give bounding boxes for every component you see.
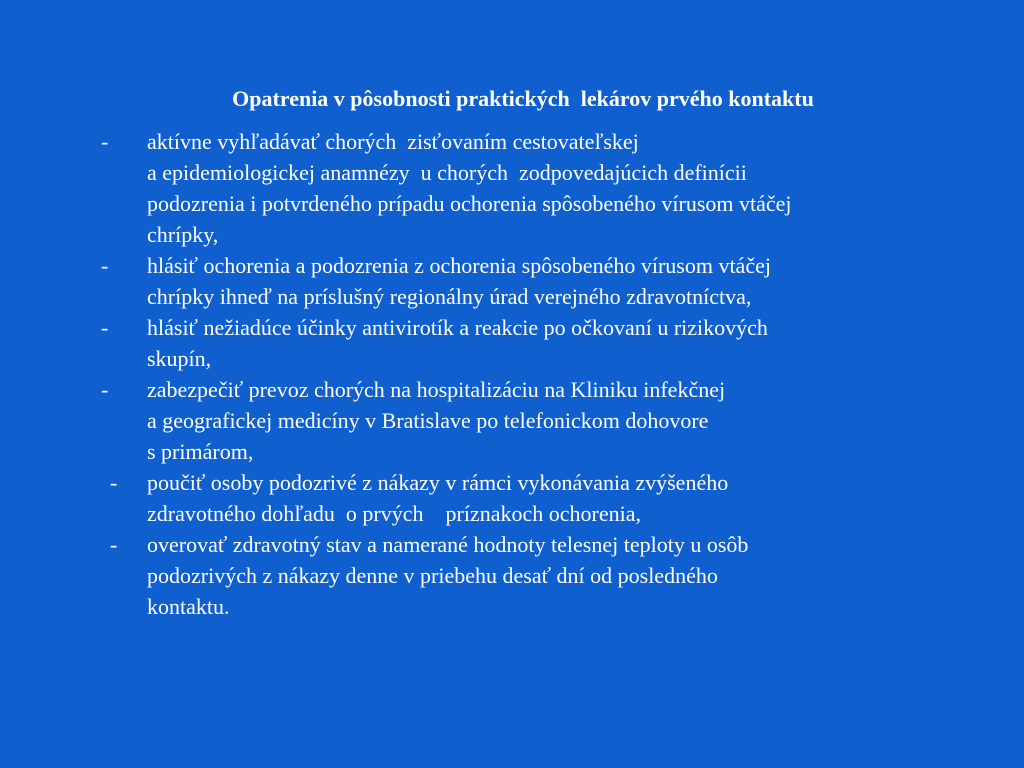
- list-item-line: skupín,: [147, 346, 212, 371]
- list-item-text: [147, 126, 1009, 250]
- list-item: [0, 467, 1024, 529]
- list-item-line: overovať zdravotný stav a namerané hodnoty telesnej teploty u osôb: [147, 532, 749, 557]
- bullet-dash: -: [101, 253, 109, 278]
- list-item-line: poučiť osoby podozrivé z nákazy v rámci vykonávania zvýšeného: [147, 470, 729, 495]
- list-item-line: hlásiť ochorenia a podozrenia z ochorenia spôsobeného vírusom vtáčej: [147, 253, 771, 278]
- list-item-line: aktívne vyhľadávať chorých zisťovaním cestovateľskej: [147, 129, 639, 154]
- list-item-text: [147, 374, 1009, 467]
- bullet-dash: -: [101, 377, 109, 402]
- list-item-line: kontaktu.: [147, 594, 230, 619]
- list-item-line: podozrenia i potvrdeného prípadu ochorenia spôsobeného vírusom vtáčej: [147, 191, 792, 216]
- list-item-line: hlásiť nežiadúce účinky antivirotík a reakcie po očkovaní u rizikových: [147, 315, 768, 340]
- slide-title: Opatrenia v pôsobnosti praktických lekárov prvého kontaktu: [232, 86, 814, 111]
- list-item-text: [147, 529, 1009, 622]
- list-item-text: [147, 250, 1009, 312]
- list-item-line: chrípky,: [147, 222, 219, 247]
- list-item-line: a epidemiologickej anamnézy u chorých zodpovedajúcich definícii: [147, 160, 747, 185]
- bullet-dash: -: [110, 470, 118, 495]
- list-item-text: [147, 312, 1009, 374]
- list-item-line: zdravotného dohľadu o prvých príznakoch ochorenia,: [147, 501, 641, 526]
- list-item-line: chrípky ihneď na príslušný regionálny úrad verejného zdravotníctva,: [147, 284, 752, 309]
- list-item: [0, 374, 1024, 467]
- list-item-text: [147, 467, 1009, 529]
- list-item: [0, 312, 1024, 374]
- bullet-dash: -: [101, 315, 109, 340]
- list-item: [0, 126, 1024, 250]
- list-item: [0, 250, 1024, 312]
- bullet-dash: -: [110, 532, 118, 557]
- list-item-line: s primárom,: [147, 439, 254, 464]
- list-item-line: a geografickej medicíny v Bratislave po telefonickom dohovore: [147, 408, 709, 433]
- bullet-dash: -: [101, 129, 109, 154]
- list-item-line: podozrivých z nákazy denne v priebehu desať dní od posledného: [147, 563, 718, 588]
- list-item: [0, 529, 1024, 622]
- bullet-list: [0, 126, 1024, 622]
- list-item-line: zabezpečiť prevoz chorých na hospitalizáciu na Kliniku infekčnej: [147, 377, 726, 402]
